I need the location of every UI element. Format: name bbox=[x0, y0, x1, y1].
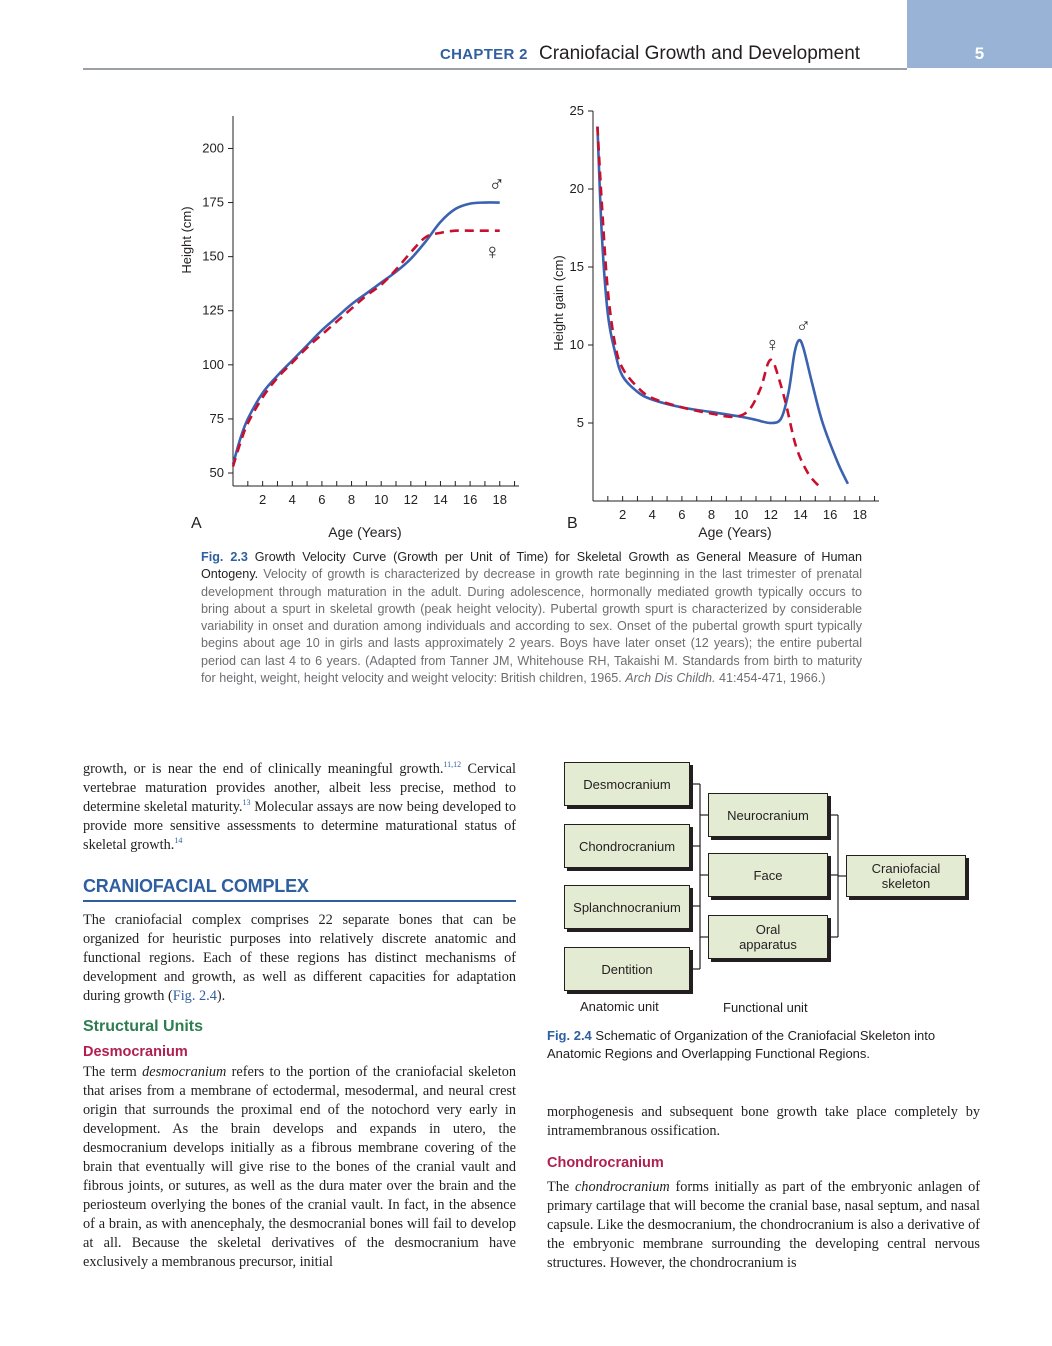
header-rule bbox=[83, 68, 907, 70]
right-paragraph-1: morphogenesis and subsequent bone growth take place completely by intramembranous ossification. bbox=[547, 1104, 980, 1139]
right-paragraph-2: The chondrocranium forms initially as part of the embryonic anlagen of primary cartilage that will become the cranial base, nasal septum, and nasal capsule. Like the desmocranium, the chondrocranium is also a derivative of the embryonic membrane surrounding the developing central nervous structures. However, the chondrocranium is bbox=[547, 1179, 980, 1271]
x-tick-label: 2 bbox=[259, 492, 267, 507]
journal-name: Arch Dis Childh. bbox=[625, 671, 716, 686]
chart-b-ylabel: Height gain (cm) bbox=[551, 255, 566, 351]
chart-b-xlabel: Age (Years) bbox=[698, 524, 772, 540]
chapter-title: Craniofacial Growth and Development bbox=[539, 43, 861, 64]
left-paragraph-2: The craniofacial complex comprises 22 separate bones that can be organized for heuristic purposes into relatively discrete anatomic and functional regions. Each of these regions has distinct mechanisms of development and growth, as well as different capacities for adaptation during growth (Fig. 2.4). bbox=[83, 912, 516, 1004]
x-tick-label: 4 bbox=[648, 507, 656, 522]
y-tick-label: 5 bbox=[576, 415, 584, 430]
chapter-label: CHAPTER 2 bbox=[440, 46, 528, 63]
female-symbol: ♀ bbox=[764, 334, 780, 357]
x-tick-label: 8 bbox=[707, 507, 716, 522]
citation-link[interactable]: 11,12 bbox=[443, 760, 462, 770]
x-tick-label: 12 bbox=[763, 507, 779, 522]
box-splanchnocranium: Splanchnocranium bbox=[564, 885, 690, 929]
x-tick-label: 14 bbox=[793, 507, 808, 522]
chart-a-xlabel: Age (Years) bbox=[328, 524, 402, 540]
female-series-line bbox=[233, 231, 500, 467]
chart-a-height bbox=[170, 100, 540, 540]
x-tick-label: 10 bbox=[733, 507, 749, 522]
box-desmocranium: Desmocranium bbox=[564, 762, 690, 806]
box-craniofacial-skeleton: Craniofacial skeleton bbox=[846, 855, 966, 897]
chart-axes bbox=[570, 103, 879, 522]
left-paragraph-3: The term desmocranium refers to the portion of the craniofacial skeleton that arises from a membrane of ectodermal, mesodermal, and neural crest origin that surrounds the proximal end of the notochord very early in development. As the brain develops and expands in utero, the desmocranium develops initially as a fibrous membrane covering of the brain that eventually will give rise to the bones of the cranial vault and fibrous joints, or sutures, as well as the dura mater over the brain and the periosteum overlying the bones of the cranial vault. In fact, in the absence of a brain, as with anencephaly, the desmocranial bones will fail to develop at all. Because the skeletal derivatives of the desmocranium have exclusively a membranous precursor, initial bbox=[83, 1064, 516, 1270]
x-tick-label: 18 bbox=[852, 507, 867, 522]
x-tick-label: 16 bbox=[822, 507, 838, 522]
x-tick-label: 6 bbox=[318, 492, 326, 507]
chart-a-panel-label: A bbox=[191, 515, 202, 532]
figure-2-3-caption bbox=[201, 549, 862, 687]
y-tick-label: 100 bbox=[202, 356, 224, 372]
box-chondrocranium: Chondrocranium bbox=[564, 824, 690, 868]
label-functional-unit: Functional unit bbox=[723, 1000, 808, 1015]
chart-b-height-gain bbox=[540, 98, 900, 540]
page-number: 5 bbox=[974, 44, 985, 63]
y-tick-label: 125 bbox=[202, 302, 224, 318]
subheading-structural-units: Structural Units bbox=[83, 1018, 204, 1035]
y-tick-label: 150 bbox=[202, 248, 224, 264]
box-face: Face bbox=[708, 853, 828, 897]
subheading-desmocranium: Desmocranium bbox=[83, 1044, 188, 1060]
y-tick-label: 200 bbox=[202, 140, 224, 156]
figure-2-4-caption: Fig. 2.4 Schematic of Organization of the Craniofacial Skeleton into Anatomic Regions and Overlapping Functional Regions. bbox=[547, 1028, 936, 1061]
female-symbol: ♀ bbox=[484, 238, 501, 264]
female-series-line bbox=[597, 127, 819, 487]
figure-link[interactable]: Fig. 2.4 bbox=[172, 988, 217, 1004]
x-tick-label: 12 bbox=[403, 492, 419, 507]
label-anatomic-unit: Anatomic unit bbox=[580, 999, 659, 1014]
male-symbol: ♂ bbox=[488, 171, 506, 197]
citation-end: 41:454-471, 1966.) bbox=[719, 671, 826, 686]
box-neurocranium: Neurocranium bbox=[708, 793, 828, 837]
x-tick-label: 2 bbox=[619, 507, 627, 522]
male-series-line bbox=[597, 127, 847, 484]
y-tick-label: 25 bbox=[569, 103, 584, 118]
left-paragraph-1: growth, or is near the end of clinically meaningful growth.$^{11,12}$ Cervical vertebrae maturation provides another, albeit less precise, method to determine skeletal maturity.$^{13}$ Molecular assays are now being developed to provide more sensitive assessments to determine maturational status of skeletal growth.$^{14}$ bbox=[83, 760, 517, 853]
y-tick-label: 20 bbox=[569, 181, 584, 196]
figure-description: Velocity of growth is characterized by decrease in growth rate beginning in the last trimester of prenatal development through maturation in the adult. During adolescence, hormonally mediated growth typically occurs to bring about a spurt in skeletal growth (peak height velocity). Pubertal growth spurt is characterized by considerable variability in onset and duration among individuals and according to sex. Onset of the pubertal growth spurt typically begins about age 10 in girls and lasts approximately 2 years. Boys have later onset (12 years); the entire pubertal period can last 4 to 6 years. (Adapted from Tanner JM, Whitehouse RH, Takaishi M. Standards from birth to maturity for height, weight, height velocity and weight velocity: British children, 1965. bbox=[201, 567, 862, 686]
male-symbol: ♂ bbox=[795, 315, 811, 338]
box-oral-apparatus: Oral apparatus bbox=[708, 915, 828, 959]
x-tick-label: 4 bbox=[288, 492, 296, 507]
y-tick-label: 10 bbox=[569, 337, 584, 352]
x-tick-label: 10 bbox=[373, 492, 389, 507]
chart-a-ylabel: Height (cm) bbox=[179, 206, 194, 274]
y-tick-label: 50 bbox=[209, 465, 224, 481]
figure-number: Fig. 2.3 bbox=[201, 550, 248, 564]
y-tick-label: 175 bbox=[202, 194, 224, 210]
section-rule bbox=[83, 900, 516, 902]
chart-b-panel-label: B bbox=[567, 515, 578, 532]
subheading-chondrocranium: Chondrocranium bbox=[547, 1155, 664, 1171]
x-tick-label: 6 bbox=[678, 507, 686, 522]
section-heading: CRANIOFACIAL COMPLEX bbox=[83, 876, 309, 896]
chart-axes bbox=[202, 116, 519, 507]
citation-link[interactable]: 14 bbox=[174, 836, 183, 846]
x-tick-label: 16 bbox=[462, 492, 478, 507]
figure-title: Growth Velocity Curve (Growth per Unit of Time) for Skeletal Growth as General Measure of Human Ontogeny. bbox=[201, 550, 862, 582]
y-tick-label: 75 bbox=[209, 410, 224, 426]
x-tick-label: 14 bbox=[433, 492, 448, 507]
x-tick-label: 8 bbox=[347, 492, 356, 507]
y-tick-label: 15 bbox=[569, 259, 584, 274]
x-tick-label: 18 bbox=[492, 492, 507, 507]
box-dentition: Dentition bbox=[564, 947, 690, 991]
citation-link[interactable]: 13 bbox=[242, 798, 251, 808]
male-series-line bbox=[233, 202, 500, 464]
